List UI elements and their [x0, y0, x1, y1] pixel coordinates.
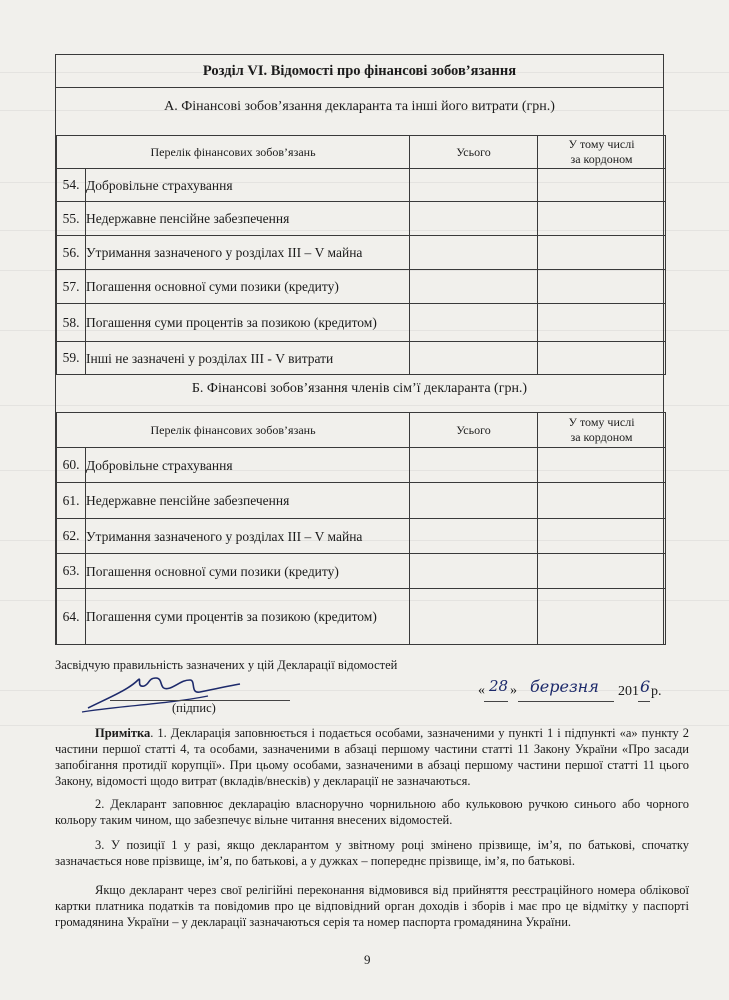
note-4: Якщо декларант через свої релігійні переконання відмовився від прийняття реєстраційного номера облікової картки платника податків та повідомив про це відповідний орган доходів і зборів і має про це відмітку у паспорті громадянина України – у декларації зазначаються серія та номер паспорта громадянина України.: [55, 883, 689, 929]
section-title: Розділ VI. Відомості про фінансові зобов’язання: [56, 55, 663, 88]
abroad-cell: [538, 304, 666, 342]
row-label: Недержавне пенсійне забезпечення: [86, 483, 410, 519]
date-year-unit: р.: [651, 684, 662, 699]
abroad-cell: [538, 202, 666, 236]
abroad-cell: [538, 554, 666, 589]
certify-text: Засвідчую правильність зазначених у цій Декларації відомостей: [55, 658, 398, 672]
table-row: [57, 270, 666, 304]
table-row: [57, 304, 666, 342]
header-abroad-line2: за кордоном: [570, 152, 633, 166]
abroad-cell: [538, 270, 666, 304]
table-row: [57, 448, 666, 483]
table-row: [57, 202, 666, 236]
row-label: Утримання зазначеного у розділах ІІІ – V майна: [86, 519, 410, 554]
row-label: Недержавне пенсійне забезпечення: [86, 202, 410, 236]
total-cell: [410, 236, 538, 270]
table-row: [57, 554, 666, 589]
note-label: Примітка: [95, 726, 151, 740]
header-total: Усього: [410, 413, 538, 448]
table-row: [57, 589, 666, 645]
row-number: 57.: [57, 270, 86, 304]
table-row: [57, 519, 666, 554]
row-label: Добровільне страхування: [86, 448, 410, 483]
signature-icon: [78, 668, 248, 720]
part-b-table: [56, 412, 666, 645]
abroad-cell: [538, 169, 666, 202]
total-cell: [410, 554, 538, 589]
total-cell: [410, 342, 538, 375]
abroad-cell: [538, 519, 666, 554]
total-cell: [410, 304, 538, 342]
part-a-title: А. Фінансові зобов’язання декларанта та інші його витрати (грн.): [164, 99, 555, 114]
table-row: [57, 169, 666, 202]
header-list: Перелік фінансових зобов’язань: [57, 413, 410, 448]
row-label: Добровільне страхування: [86, 169, 410, 202]
section-frame: [55, 54, 664, 645]
table-header-row: [57, 413, 666, 448]
table-header-row: [57, 136, 666, 169]
date-close-quote: »: [510, 683, 517, 698]
abroad-cell: [538, 342, 666, 375]
note-1-text: . 1. Декларація заповнюється і подається особами, зазначеними у пункті 1 і підпункті «а» пункту 2 частини першої статті 4, та особами, зазначеними в абзаці першому частини статті 11 Закону України «Про засади запобігання протидії корупції». При цьому особами, зазначеними в абзаці першому частини першої статті 11 цього Закону, відомості щодо витрат (вкладів/внесків) у декларації не зазначаються.: [55, 726, 689, 788]
date-open-quote: «: [478, 683, 485, 698]
abroad-cell: [538, 448, 666, 483]
header-abroad: [538, 136, 666, 169]
row-number: 62.: [57, 519, 86, 554]
header-abroad-line1: У тому числі: [568, 137, 635, 151]
total-cell: [410, 202, 538, 236]
date-year-underline: [638, 701, 650, 702]
row-number: 54.: [57, 169, 86, 202]
row-number: 59.: [57, 342, 86, 375]
total-cell: [410, 589, 538, 645]
abroad-cell: [538, 236, 666, 270]
signature-label: (підпис): [172, 701, 216, 715]
part-a-table: [56, 135, 666, 375]
date-field: [478, 677, 678, 704]
header-abroad-line1: У тому числі: [568, 415, 635, 429]
total-cell: [410, 270, 538, 304]
row-label: Погашення суми процентів за позикою (кредитом): [86, 304, 410, 342]
total-cell: [410, 169, 538, 202]
row-label: Утримання зазначеного у розділах ІІІ – V майна: [86, 236, 410, 270]
date-day-underline: [484, 701, 508, 702]
note-1: [55, 725, 689, 789]
row-label: Погашення основної суми позики (кредиту): [86, 554, 410, 589]
row-number: 55.: [57, 202, 86, 236]
note-2: 2. Декларант заповнює декларацію власноручно чорнильною або кульковою ручкою синього або чорного кольору таким чином, що забезпечує вільне читання внесених відомостей.: [55, 797, 689, 827]
header-list: Перелік фінансових зобов’язань: [57, 136, 410, 169]
table-row: [57, 342, 666, 375]
header-abroad: [538, 413, 666, 448]
row-number: 64.: [57, 589, 86, 645]
header-total: Усього: [410, 136, 538, 169]
date-month-underline: [518, 701, 614, 702]
row-number: 61.: [57, 483, 86, 519]
row-number: 56.: [57, 236, 86, 270]
abroad-cell: [538, 589, 666, 645]
row-number: 60.: [57, 448, 86, 483]
abroad-cell: [538, 483, 666, 519]
total-cell: [410, 519, 538, 554]
date-month: березня: [530, 677, 599, 696]
total-cell: [410, 483, 538, 519]
table-row: [57, 483, 666, 519]
row-label: Погашення основної суми позики (кредиту): [86, 270, 410, 304]
header-abroad-line2: за кордоном: [570, 430, 633, 444]
row-number: 58.: [57, 304, 86, 342]
table-row: [57, 236, 666, 270]
note-3: 3. У позиції 1 у разі, якщо декларантом у звітному році змінено прізвище, ім’я, по батькові, спочатку зазначається нове прізвище, ім’я, по батькові, а у дужках – попереднє прізвище, ім’я, по батькові.: [55, 838, 689, 868]
date-year-prefix: 201: [618, 684, 639, 699]
row-label: Інші не зазначені у розділах ІІІ - V витрати: [86, 342, 410, 375]
row-number: 63.: [57, 554, 86, 589]
part-b-title: Б. Фінансові зобов’язання членів сім’ї декларанта (грн.): [191, 381, 528, 396]
date-day: 28: [489, 677, 509, 695]
row-label: Погашення суми процентів за позикою (кредитом): [86, 589, 410, 645]
page-number: 9: [364, 952, 371, 967]
total-cell: [410, 448, 538, 483]
date-year-suffix: 6: [640, 677, 651, 696]
